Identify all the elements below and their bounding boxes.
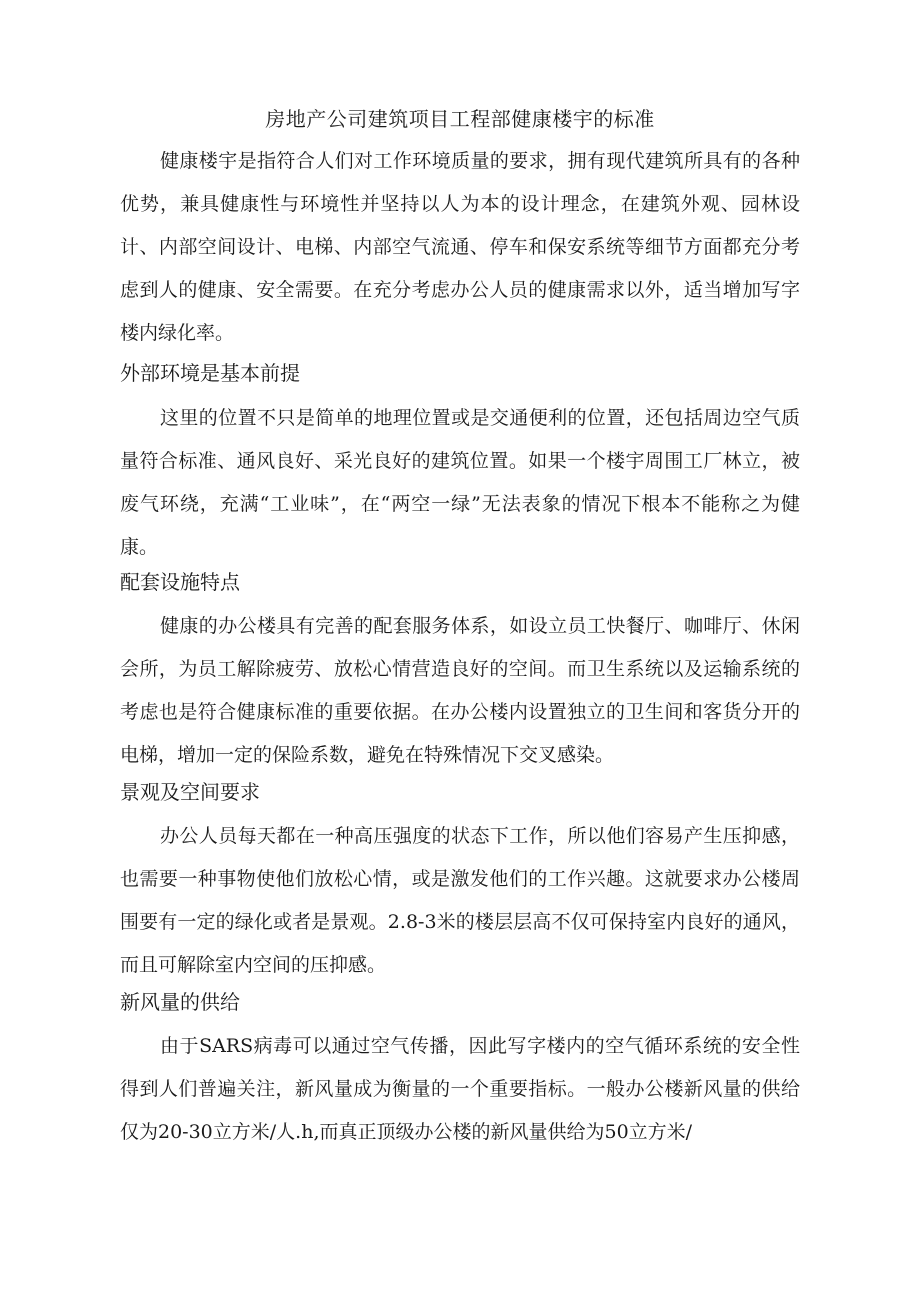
section-body-fresh-air: 由于SARS病毒可以通过空气传播，因此写字楼内的空气循环系统的安全性得到人们普遍关注，新风量成为衡量的一个重要指标。一般办公楼新风量的供给仅为20-30立方米/人.h,而真正顶级办公楼的新风量供给为50立方米/: [120, 1035, 800, 1143]
section-heading-landscape: 景观及空间要求: [120, 780, 260, 804]
section-body-facilities: 健康的办公楼具有完善的配套服务体系，如设立员工快餐厅、咖啡厅、休闲会所，为员工解除疲劳、放松心情营造良好的空间。而卫生系统以及运输系统的考虑也是符合健康标准的重要依据。在办公楼内设置独立的卫生间和客货分开的电梯，增加一定的保险系数，避免在特殊情况下交叉感染。: [120, 615, 800, 766]
section-body-external-environment: 这里的位置不只是简单的地理位置或是交通便利的位置，还包括周边空气质量符合标准、通风良好、采光良好的建筑位置。如果一个楼宇周围工厂林立，被废气环绕，充满“工业味”，在“两空一绿”无法表象的情况下根本不能称之为健康。: [120, 407, 800, 558]
intro-paragraph: 健康楼宇是指符合人们对工作环境质量的要求，拥有现代建筑所具有的各种优势，兼具健康性与环境性并坚持以人为本的设计理念，在建筑外观、园林设计、内部空间设计、电梯、内部空气流通、停车和保安系统等细节方面都充分考虑到人的健康、安全需要。在充分考虑办公人员的健康需求以外，适当增加写字楼内绿化率。: [120, 150, 800, 344]
section-heading-external-environment: 外部环境是基本前提: [120, 361, 300, 385]
section-heading-fresh-air: 新风量的供给: [120, 990, 240, 1014]
document-title: 房地产公司建筑项目工程部健康楼宇的标准: [265, 107, 655, 131]
section-heading-facilities: 配套设施特点: [120, 570, 240, 594]
section-body-landscape: 办公人员每天都在一种高压强度的状态下工作，所以他们容易产生压抑感，也需要一种事物使他们放松心情，或是激发他们的工作兴趣。这就要求办公楼周围要有一定的绿化或者是景观。2.8-3米的楼层层高不仅可保持室内良好的通风，而且可解除室内空间的压抑感。: [120, 825, 800, 976]
